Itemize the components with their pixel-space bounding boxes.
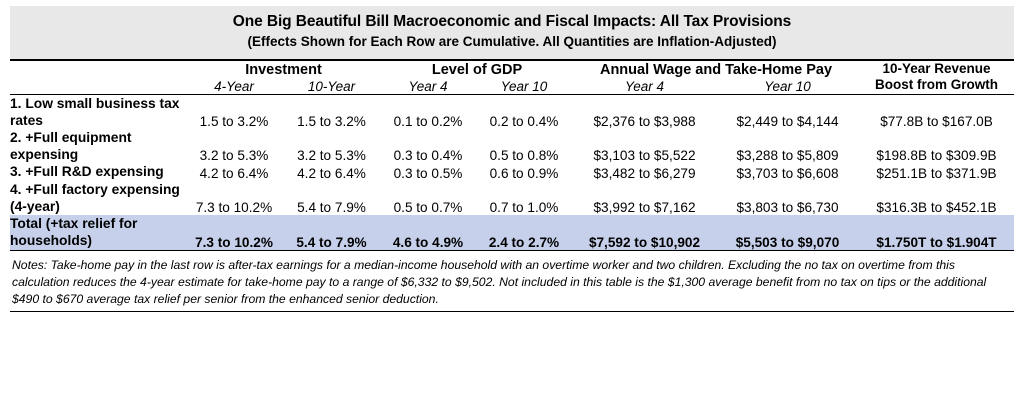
figure-title-block <box>10 6 1014 59</box>
group-header-investment: Investment <box>245 61 322 78</box>
cell-gdp-year4: 0.1 to 0.2% <box>393 113 463 129</box>
sub-header-investment-10yr: 10-Year <box>307 78 356 94</box>
cell-gdp-year4: 0.5 to 0.7% <box>393 200 463 216</box>
group-header-gdp: Level of GDP <box>431 61 523 78</box>
cell-wages-year4: $7,592 to $10,902 <box>573 215 716 249</box>
cell-investment-4yr: 7.3 to 10.2% <box>186 215 282 249</box>
row-label: 2. +Full equipment expensing <box>10 129 132 163</box>
table-notes: Notes: Take-home pay in the last row is after-tax earnings for a median-income household with an overtime worker and two children. Excluding the no tax on overtime from this calculation reduces the 4-year estimate for take-home pay to a range of $6,332 to $9,502. Not included in this table is the $1,300 average benefit from no tax on tips or the additional $490 to $670 average tax relief per senior from the enhanced senior deduction. <box>12 257 987 307</box>
cell-gdp-year10: 0.2 to 0.4% <box>489 113 559 129</box>
group-header-wages: Annual Wage and Take-Home Pay <box>599 61 833 78</box>
sub-header-investment-4yr: 4-Year <box>214 78 254 94</box>
cell-wages-year10: $2,449 to $4,144 <box>736 113 839 129</box>
cell-investment-10yr: 3.2 to 5.3% <box>297 148 366 164</box>
data-table <box>10 61 1014 93</box>
table-row <box>10 129 1014 163</box>
group-header-row <box>10 61 1014 78</box>
row-label: 1. Low small business tax rates <box>10 95 180 128</box>
cell-revenue: $198.8B to $309.9B <box>876 148 997 164</box>
cell-gdp-year10: 0.6 to 0.9% <box>489 165 559 181</box>
cell-investment-4yr: 1.5 to 3.2% <box>199 113 269 129</box>
sub-header-wages-year4: Year 4 <box>624 78 665 94</box>
cell-wages-year10: $3,703 to $6,608 <box>736 165 839 181</box>
table-row-total <box>10 215 1014 249</box>
table-container <box>10 6 1014 312</box>
cell-gdp-year4: 0.3 to 0.5% <box>393 165 463 181</box>
cell-investment-4yr: 3.2 to 5.3% <box>199 148 269 164</box>
cell-revenue: $1.750T to $1.904T <box>859 215 1014 249</box>
cell-gdp-year4: 4.6 to 4.9% <box>381 215 475 249</box>
cell-gdp-year10: 0.7 to 1.0% <box>489 200 559 216</box>
cell-gdp-year4: 0.3 to 0.4% <box>393 148 463 164</box>
cell-investment-10yr: 4.2 to 6.4% <box>297 165 366 181</box>
cell-wages-year4: $3,992 to $7,162 <box>593 200 696 216</box>
cell-revenue: $251.1B to $371.9B <box>876 165 997 181</box>
revenue-header-line1: 10-Year Revenue <box>882 61 991 77</box>
cell-investment-10yr: 1.5 to 3.2% <box>297 113 366 129</box>
cell-gdp-year10: 2.4 to 2.7% <box>475 215 573 249</box>
table-row <box>10 181 1014 215</box>
revenue-header-line2: Boost from Growth <box>875 77 998 93</box>
row-label: 3. +Full R&D expensing <box>10 164 164 180</box>
cell-investment-4yr: 4.2 to 6.4% <box>199 165 269 181</box>
cell-wages-year4: $3,482 to $6,279 <box>593 165 696 181</box>
cell-investment-10yr: 5.4 to 7.9% <box>282 215 381 249</box>
sub-header-gdp-year10: Year 10 <box>500 78 548 94</box>
cell-revenue: $316.3B to $452.1B <box>876 200 997 216</box>
figure-title: One Big Beautiful Bill Macroeconomic and Fiscal Impacts: All Tax Provisions <box>232 13 792 30</box>
corner-cell <box>10 61 186 78</box>
table-row <box>10 95 1014 129</box>
cell-wages-year10: $5,503 to $9,070 <box>716 215 859 249</box>
notes-bottom-rule <box>10 311 1014 312</box>
cell-wages-year10: $3,288 to $5,809 <box>736 148 839 164</box>
group-header-revenue <box>859 61 1014 93</box>
sub-header-wages-year10: Year 10 <box>764 78 811 94</box>
cell-wages-year4: $2,376 to $3,988 <box>593 113 696 129</box>
data-table-body <box>10 95 1014 250</box>
figure-subtitle: (Effects Shown for Each Row are Cumulative. All Quantities are Inflation-Adjusted) <box>247 33 777 49</box>
sub-header-gdp-year4: Year 4 <box>408 78 448 94</box>
row-label: Total (+tax relief for households) <box>10 215 186 249</box>
corner-cell-2 <box>10 78 186 94</box>
cell-gdp-year10: 0.5 to 0.8% <box>489 148 559 164</box>
cell-revenue: $77.8B to $167.0B <box>880 113 993 129</box>
cell-investment-10yr: 5.4 to 7.9% <box>297 200 366 216</box>
cell-wages-year4: $3,103 to $5,522 <box>593 148 696 164</box>
cell-investment-4yr: 7.3 to 10.2% <box>195 200 273 216</box>
row-label: 4. +Full factory expensing (4-year) <box>10 181 180 214</box>
cell-wages-year10: $3,803 to $6,730 <box>736 200 839 216</box>
table-row <box>10 163 1014 180</box>
